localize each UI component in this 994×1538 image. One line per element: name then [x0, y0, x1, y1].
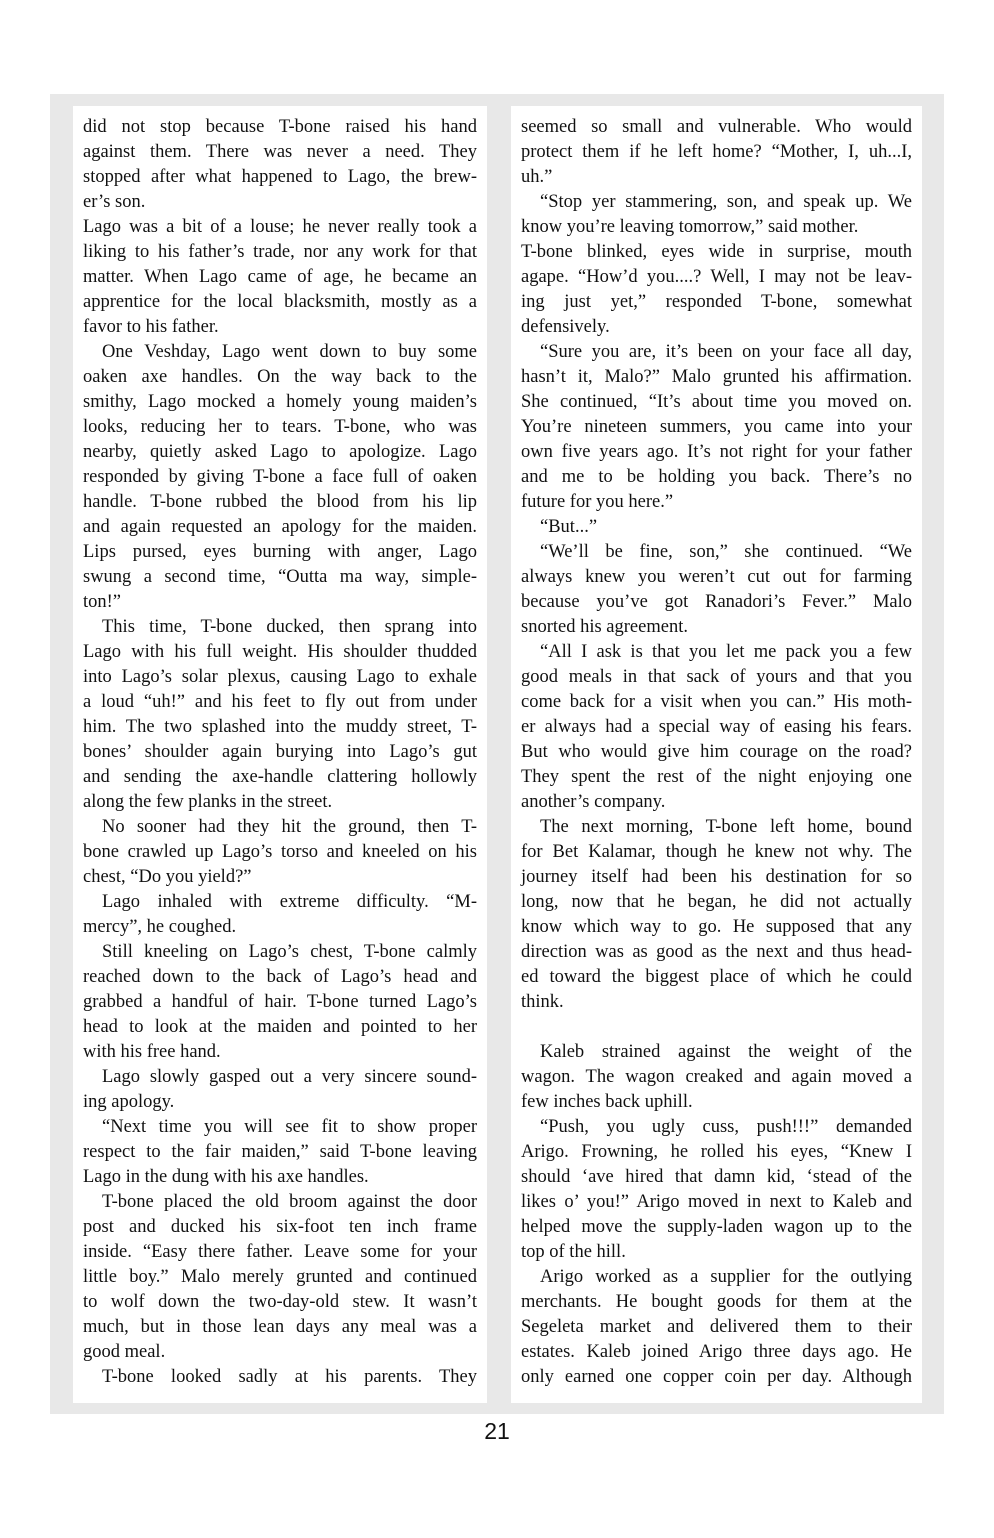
text-line: liking to his father’s trade, nor any work for that [83, 242, 477, 262]
text-line: likes o’ you!” Arigo moved in next to Kaleb and [521, 1192, 912, 1212]
text-line: Segeleta market and delivered them to their [521, 1317, 912, 1337]
paragraph [521, 1265, 912, 1390]
text-line: know which way to go. He supposed that any [521, 917, 912, 937]
text-line: journey itself had been his destination for so [521, 867, 912, 887]
paragraph [83, 340, 477, 615]
text-line: er’s son. [83, 192, 146, 212]
text-line: Arigo. Frowning, he rolled his eyes, “Knew I [521, 1142, 912, 1162]
text-line: Lago in the dung with his axe handles. [83, 1167, 369, 1187]
text-line: Lago with his full weight. His shoulder thudded [83, 642, 477, 662]
paragraph [521, 340, 912, 515]
text-line: and sending the axe-handle clattering hollowly [83, 767, 477, 787]
text-line: estates. Kaleb joined Arigo three days ago. He [521, 1342, 912, 1362]
text-line: reached down to the back of Lago’s head and [83, 967, 477, 987]
text-line: Still kneeling on Lago’s chest, T-bone calmly [102, 942, 477, 962]
paragraph [83, 215, 477, 340]
paragraph [83, 890, 477, 940]
paragraph [83, 1065, 477, 1115]
text-line: along the few planks in the street. [83, 792, 333, 812]
text-line: The next morning, T-bone left home, bound [540, 817, 912, 837]
text-line: You’re nineteen summers, you came into your [521, 417, 912, 437]
text-line: hasn’t it, Malo?” Malo grunted his affirmation. [521, 367, 912, 387]
text-line: grabbed a handful of hair. T-bone turned Lago’s [83, 992, 477, 1012]
paragraph [521, 515, 912, 540]
text-line: She continued, “It’s about time you moved on. [521, 392, 912, 412]
text-line: “But...” [540, 517, 598, 537]
text-line: favor to his father. [83, 317, 219, 337]
text-line: did not stop because T-bone raised his hand [83, 117, 477, 137]
text-line: respect to the fair maiden,” said T-bone leaving [83, 1142, 477, 1162]
text-column-right [511, 106, 922, 1403]
text-line: another’s company. [521, 792, 666, 812]
text-line [521, 1015, 912, 1040]
text-line: top of the hill. [521, 1242, 626, 1262]
text-line: Lago slowly gasped out a very sincere sound- [102, 1067, 477, 1087]
text-line: agape. “How’d you....? Well, I may not be leav- [521, 267, 912, 287]
text-line: to wolf down the two-day-old stew. It wasn’t [83, 1292, 477, 1312]
text-line: helped move the supply-laden wagon up to the [521, 1217, 912, 1237]
text-line: handle. T-bone rubbed the blood from his lip [83, 492, 477, 512]
text-line: merchants. He bought goods for them at the [521, 1292, 912, 1312]
text-line: ing just yet,” responded T-bone, somewhat [521, 292, 912, 312]
paragraph [83, 1365, 477, 1390]
text-line: uh.” [521, 167, 553, 187]
text-line: only earned one copper coin per day. Although [521, 1367, 912, 1387]
paragraph [83, 1115, 477, 1190]
text-line: nearby, quietly asked Lago to apologize. Lago [83, 442, 477, 462]
paragraph [521, 540, 912, 640]
text-line: mercy”, he coughed. [83, 917, 237, 937]
text-line: future for you here.” [521, 492, 674, 512]
text-line: snorted his agreement. [521, 617, 688, 637]
text-line: and again requested an apology for the maiden. [83, 517, 477, 537]
text-line: should ‘ave hired that damn kid, ‘stead of the [521, 1167, 912, 1187]
text-line: T-bone blinked, eyes wide in surprise, mouth [521, 242, 912, 262]
text-line: Arigo worked as a supplier for the outlying [540, 1267, 912, 1287]
text-line: ing apology. [83, 1092, 175, 1112]
paragraph [521, 190, 912, 240]
text-line: oaken axe handles. On the way back to the [83, 367, 477, 387]
text-line: bones’ shoulder again burying into Lago’s gut [83, 742, 477, 762]
text-line: responded by giving T-bone a face full of oaken [83, 467, 477, 487]
text-line: head to look at the maiden and pointed to her [83, 1017, 477, 1037]
text-line: wagon. The wagon creaked and again moved a [521, 1067, 912, 1087]
paragraph [521, 240, 912, 340]
text-line: few inches back uphill. [521, 1092, 693, 1112]
text-column-left [73, 106, 487, 1403]
text-line: long, now that he began, he did not actually [521, 892, 912, 912]
paragraph [83, 940, 477, 1065]
text-line: him. The two splashed into the muddy street, T- [83, 717, 477, 737]
text-line: This time, T-bone ducked, then sprang into [102, 617, 477, 637]
text-line: One Veshday, Lago went down to buy some [102, 342, 477, 362]
paragraph [521, 1040, 912, 1115]
paragraph [83, 115, 477, 215]
text-line: “All I ask is that you let me pack you a few [540, 642, 912, 662]
text-line: inside. “Easy there father. Leave some for your [83, 1242, 477, 1262]
text-line: stopped after what happened to Lago, the brew- [83, 167, 477, 187]
text-line: No sooner had they hit the ground, then T- [102, 817, 477, 837]
text-line: smithy, Lago mocked a homely young maiden’s [83, 392, 477, 412]
text-line: direction was as good as the next and thus head- [521, 942, 912, 962]
text-line: “Stop yer stammering, son, and speak up. We [540, 192, 912, 212]
text-line: chest, “Do you yield?” [83, 867, 252, 887]
text-line: because you’ve got Ranadori’s Fever.” Malo [521, 592, 912, 612]
paragraph [83, 1190, 477, 1365]
text-line: bone crawled up Lago’s torso and kneeled on his [83, 842, 477, 862]
paragraph [521, 115, 912, 190]
paragraph [83, 815, 477, 890]
text-line: always knew you weren’t cut out for farming [521, 567, 912, 587]
text-line: little boy.” Malo merely grunted and continued [83, 1267, 477, 1287]
text-line: post and ducked his six-foot ten inch frame [83, 1217, 477, 1237]
paragraph [521, 1115, 912, 1265]
text-line: “We’ll be fine, son,” she continued. “We [540, 542, 912, 562]
text-line: against them. There was never a need. They [83, 142, 477, 162]
text-line: “Next time you will see fit to show proper [102, 1117, 477, 1137]
text-line: looks, reducing her to tears. T-bone, who was [83, 417, 477, 437]
text-line: apprentice for the local blacksmith, mostly as a [83, 292, 477, 312]
text-line: T-bone looked sadly at his parents. They [102, 1367, 477, 1387]
text-line: good meal. [83, 1342, 166, 1362]
text-line: come back for a visit when you can.” His moth- [521, 692, 912, 712]
text-line: into Lago’s solar plexus, causing Lago to exhale [83, 667, 477, 687]
text-line: “Push, you ugly cuss, push!!!” demanded [540, 1117, 912, 1137]
text-line: defensively. [521, 317, 610, 337]
text-line: Lago inhaled with extreme difficulty. “M- [102, 892, 477, 912]
text-line: protect them if he left home? “Mother, I, uh...I, [521, 142, 912, 162]
text-line: a loud “uh!” and his feet to fly out from under [83, 692, 477, 712]
text-line: “Sure you are, it’s been on your face all day, [540, 342, 912, 362]
text-line: Lips pursed, eyes burning with anger, Lago [83, 542, 477, 562]
text-line: T-bone placed the old broom against the door [102, 1192, 477, 1212]
page-number: 21 [484, 1418, 510, 1444]
text-line: seemed so small and vulnerable. Who would [521, 117, 912, 137]
text-line: They spent the rest of the night enjoying one [521, 767, 912, 787]
text-line: with his free hand. [83, 1042, 221, 1062]
text-line: Lago was a bit of a louse; he never really took a [83, 217, 477, 237]
text-line: ton!” [83, 592, 122, 612]
text-line: and me to be holding you back. There’s no [521, 467, 912, 487]
text-line: swung a second time, “Outta ma way, simple- [83, 567, 477, 587]
text-line: ed toward the biggest place of which he could [521, 967, 912, 987]
paragraph [521, 815, 912, 1015]
text-line: matter. When Lago came of age, he became an [83, 267, 477, 287]
text-line: But who would give him courage on the road? [521, 742, 912, 762]
text-line: own five years ago. It’s not right for your father [521, 442, 912, 462]
text-line: think. [521, 992, 564, 1012]
text-line: know you’re leaving tomorrow,” said mother. [521, 217, 859, 237]
text-line: for Bet Kalamar, though he knew not why. The [521, 842, 912, 862]
text-line: er always had a special way of easing his fears. [521, 717, 912, 737]
text-line: much, but in those lean days any meal was a [83, 1317, 477, 1337]
text-line: good meals in that sack of yours and that you [521, 667, 912, 687]
paragraph [83, 615, 477, 815]
paragraph [521, 640, 912, 815]
text-line: Kaleb strained against the weight of the [540, 1042, 912, 1062]
paragraph [521, 1015, 912, 1040]
